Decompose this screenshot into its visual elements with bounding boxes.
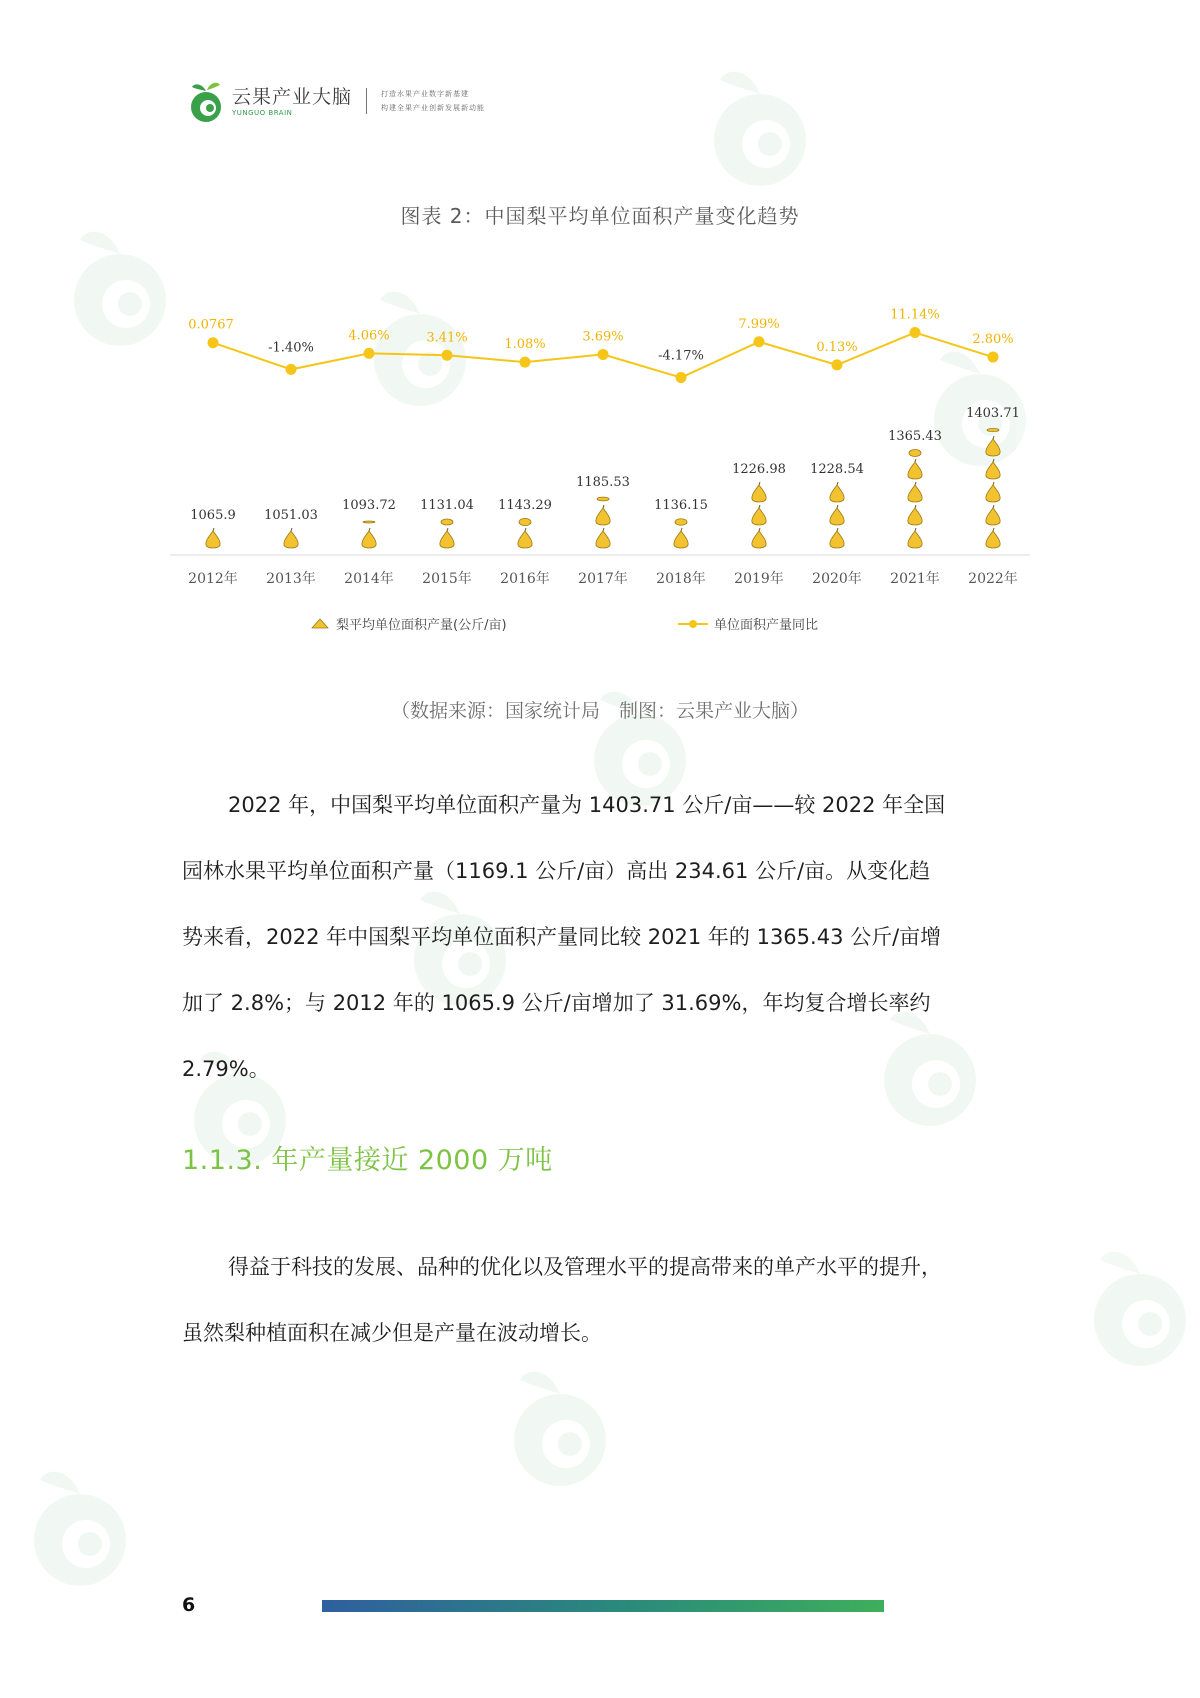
pear-icon (752, 528, 766, 548)
page-number: 6 (182, 1594, 196, 1616)
x-tick-label: 2012年 (188, 571, 238, 587)
legend-item-bar (312, 617, 507, 633)
source-note: （数据来源：国家统计局 制图：云果产业大脑） (390, 700, 809, 722)
bar-pear-stack (752, 482, 766, 548)
bar-data-label: 1403.71 (966, 406, 1020, 421)
section-heading: 1.1.3. 年产量接近 2000 万吨 (182, 1145, 553, 1176)
yoy-data-label: 0.0767 (188, 317, 234, 333)
brand-subtitle: YUNGUO BRAIN (232, 108, 293, 117)
paragraph-line: 加了 2.8%；与 2012 年的 1065.9 公斤/亩增加了 31.69%，年均复合增长率约 (182, 991, 931, 1015)
bar-pear-stack (830, 482, 844, 548)
paragraph-line: 园林水果平均单位面积产量（1169.1 公斤/亩）高出 234.61 公斤/亩。从变化趋 (182, 859, 931, 883)
pear-icon (908, 505, 922, 525)
yoy-point (754, 336, 765, 347)
page-header (186, 76, 485, 126)
pear-icon (674, 528, 688, 548)
yoy-point (832, 359, 843, 370)
paragraph-line: 势来看，2022 年中国梨平均单位面积产量同比较 2021 年的 1365.43 公斤/亩增 (182, 925, 942, 949)
yoy-point (520, 357, 531, 368)
x-tick-label: 2020年 (812, 571, 862, 587)
pear-partial (675, 519, 687, 526)
pear-partial (597, 497, 609, 501)
legend-label: 单位面积产量同比 (714, 618, 819, 633)
pear-partial (441, 519, 453, 525)
yoy-point (208, 337, 219, 348)
yoy-data-label: 0.13% (816, 339, 858, 355)
pear-icon (986, 528, 1000, 548)
bar-data-label: 1051.03 (264, 508, 318, 523)
bar-data-label: 1136.15 (654, 498, 708, 513)
yoy-data-label: 11.14% (890, 307, 940, 323)
yoy-point (910, 327, 921, 338)
pear-icon (830, 528, 844, 548)
pear-icon (986, 482, 1000, 502)
pear-icon (596, 505, 610, 525)
pear-partial (909, 450, 921, 457)
pear-partial (987, 428, 999, 431)
bar-pear-stack (440, 519, 454, 548)
bar-pear-stack (596, 497, 610, 548)
paragraph-line: 2.79%。 (182, 1057, 270, 1081)
pear-icon (986, 505, 1000, 525)
pear-icon (908, 528, 922, 548)
bar-data-label: 1226.98 (732, 462, 786, 477)
bar-data-label: 1185.53 (576, 475, 630, 490)
pear-icon (752, 505, 766, 525)
yoy-point (676, 372, 687, 383)
yoy-data-label: -4.17% (658, 348, 704, 364)
pear-partial (519, 518, 531, 525)
slogan (381, 87, 485, 115)
pear-icon (830, 505, 844, 525)
x-tick-label: 2013年 (266, 571, 316, 587)
bar-pear-stack (362, 521, 376, 548)
x-tick-label: 2022年 (968, 571, 1018, 587)
pear-icon (908, 482, 922, 502)
yoy-data-label: 7.99% (738, 316, 780, 332)
paragraph-1 (182, 772, 1042, 1102)
x-tick-label: 2021年 (890, 571, 940, 587)
yoy-data-label: 3.41% (426, 330, 468, 346)
slogan-line: 打造水果产业数字新基建 (381, 90, 470, 98)
pear-icon (752, 482, 766, 502)
pear-icon (830, 482, 844, 502)
pear-icon (986, 436, 1000, 456)
pear-icon (440, 528, 454, 548)
paragraph-line: 得益于科技的发展、品种的优化以及管理水平的提高带来的单产水平的提升， (228, 1255, 942, 1279)
x-tick-label: 2017年 (578, 571, 628, 587)
pear-partial (363, 521, 375, 523)
legend-line-marker (689, 620, 697, 628)
bar-pear-stack (518, 518, 532, 548)
chart-legend (312, 617, 818, 633)
pear-icon (596, 528, 610, 548)
brand-name: 云果产业大脑 (232, 85, 353, 108)
yoy-data-label: 4.06% (348, 328, 390, 344)
paragraph-2 (182, 1234, 1042, 1366)
bar-pear-stack (908, 450, 922, 548)
chart-title: 图表 2：中国梨平均单位面积产量变化趋势 (400, 204, 800, 228)
bar-pear-stack (986, 428, 1000, 548)
yoy-data-label: -1.40% (268, 340, 314, 356)
x-tick-label: 2018年 (656, 571, 706, 587)
paragraph-line: 2022 年，中国梨平均单位面积产量为 1403.71 公斤/亩——较 2022 年全国 (228, 793, 946, 817)
footer-bar (322, 1600, 884, 1612)
yoy-point (598, 349, 609, 360)
paragraph-line: 虽然梨种植面积在减少但是产量在波动增长。 (182, 1321, 602, 1345)
x-tick-label: 2015年 (422, 571, 472, 587)
bar-data-label: 1065.9 (190, 508, 236, 523)
bar-data-label: 1143.29 (498, 498, 552, 513)
pear-icon (284, 528, 298, 548)
bar-data-label: 1131.04 (420, 498, 474, 513)
pear-icon (986, 459, 1000, 479)
x-tick-label: 2016年 (500, 571, 550, 587)
header-divider (366, 88, 367, 114)
legend-label: 梨平均单位面积产量(公斤/亩) (336, 618, 507, 633)
x-tick-label: 2014年 (344, 571, 394, 587)
yoy-point (988, 352, 999, 363)
legend-item-line (678, 617, 818, 633)
chart (170, 285, 1030, 645)
yoy-data-label: 2.80% (972, 332, 1014, 348)
logo-icon (186, 77, 226, 125)
pear-icon (518, 528, 532, 548)
slogan-line: 构建全果产业创新发展新动能 (381, 104, 486, 112)
brand-block (232, 85, 352, 118)
pear-icon (362, 528, 376, 548)
yoy-point (364, 348, 375, 359)
bar-pear-stack (674, 519, 688, 548)
bar-data-label: 1365.43 (888, 429, 942, 444)
pear-icon (908, 459, 922, 479)
x-tick-label: 2019年 (734, 571, 784, 587)
bar-data-label: 1093.72 (342, 498, 396, 513)
yoy-point (442, 350, 453, 361)
legend-pear-icon (312, 619, 328, 628)
yoy-data-label: 3.69% (582, 329, 624, 345)
bar-pear-stack (284, 528, 298, 548)
bar-data-label: 1228.54 (810, 462, 864, 477)
yoy-point (286, 364, 297, 375)
yoy-data-label: 1.08% (504, 337, 546, 353)
pear-icon (206, 528, 220, 548)
bar-pear-stack (206, 528, 220, 548)
